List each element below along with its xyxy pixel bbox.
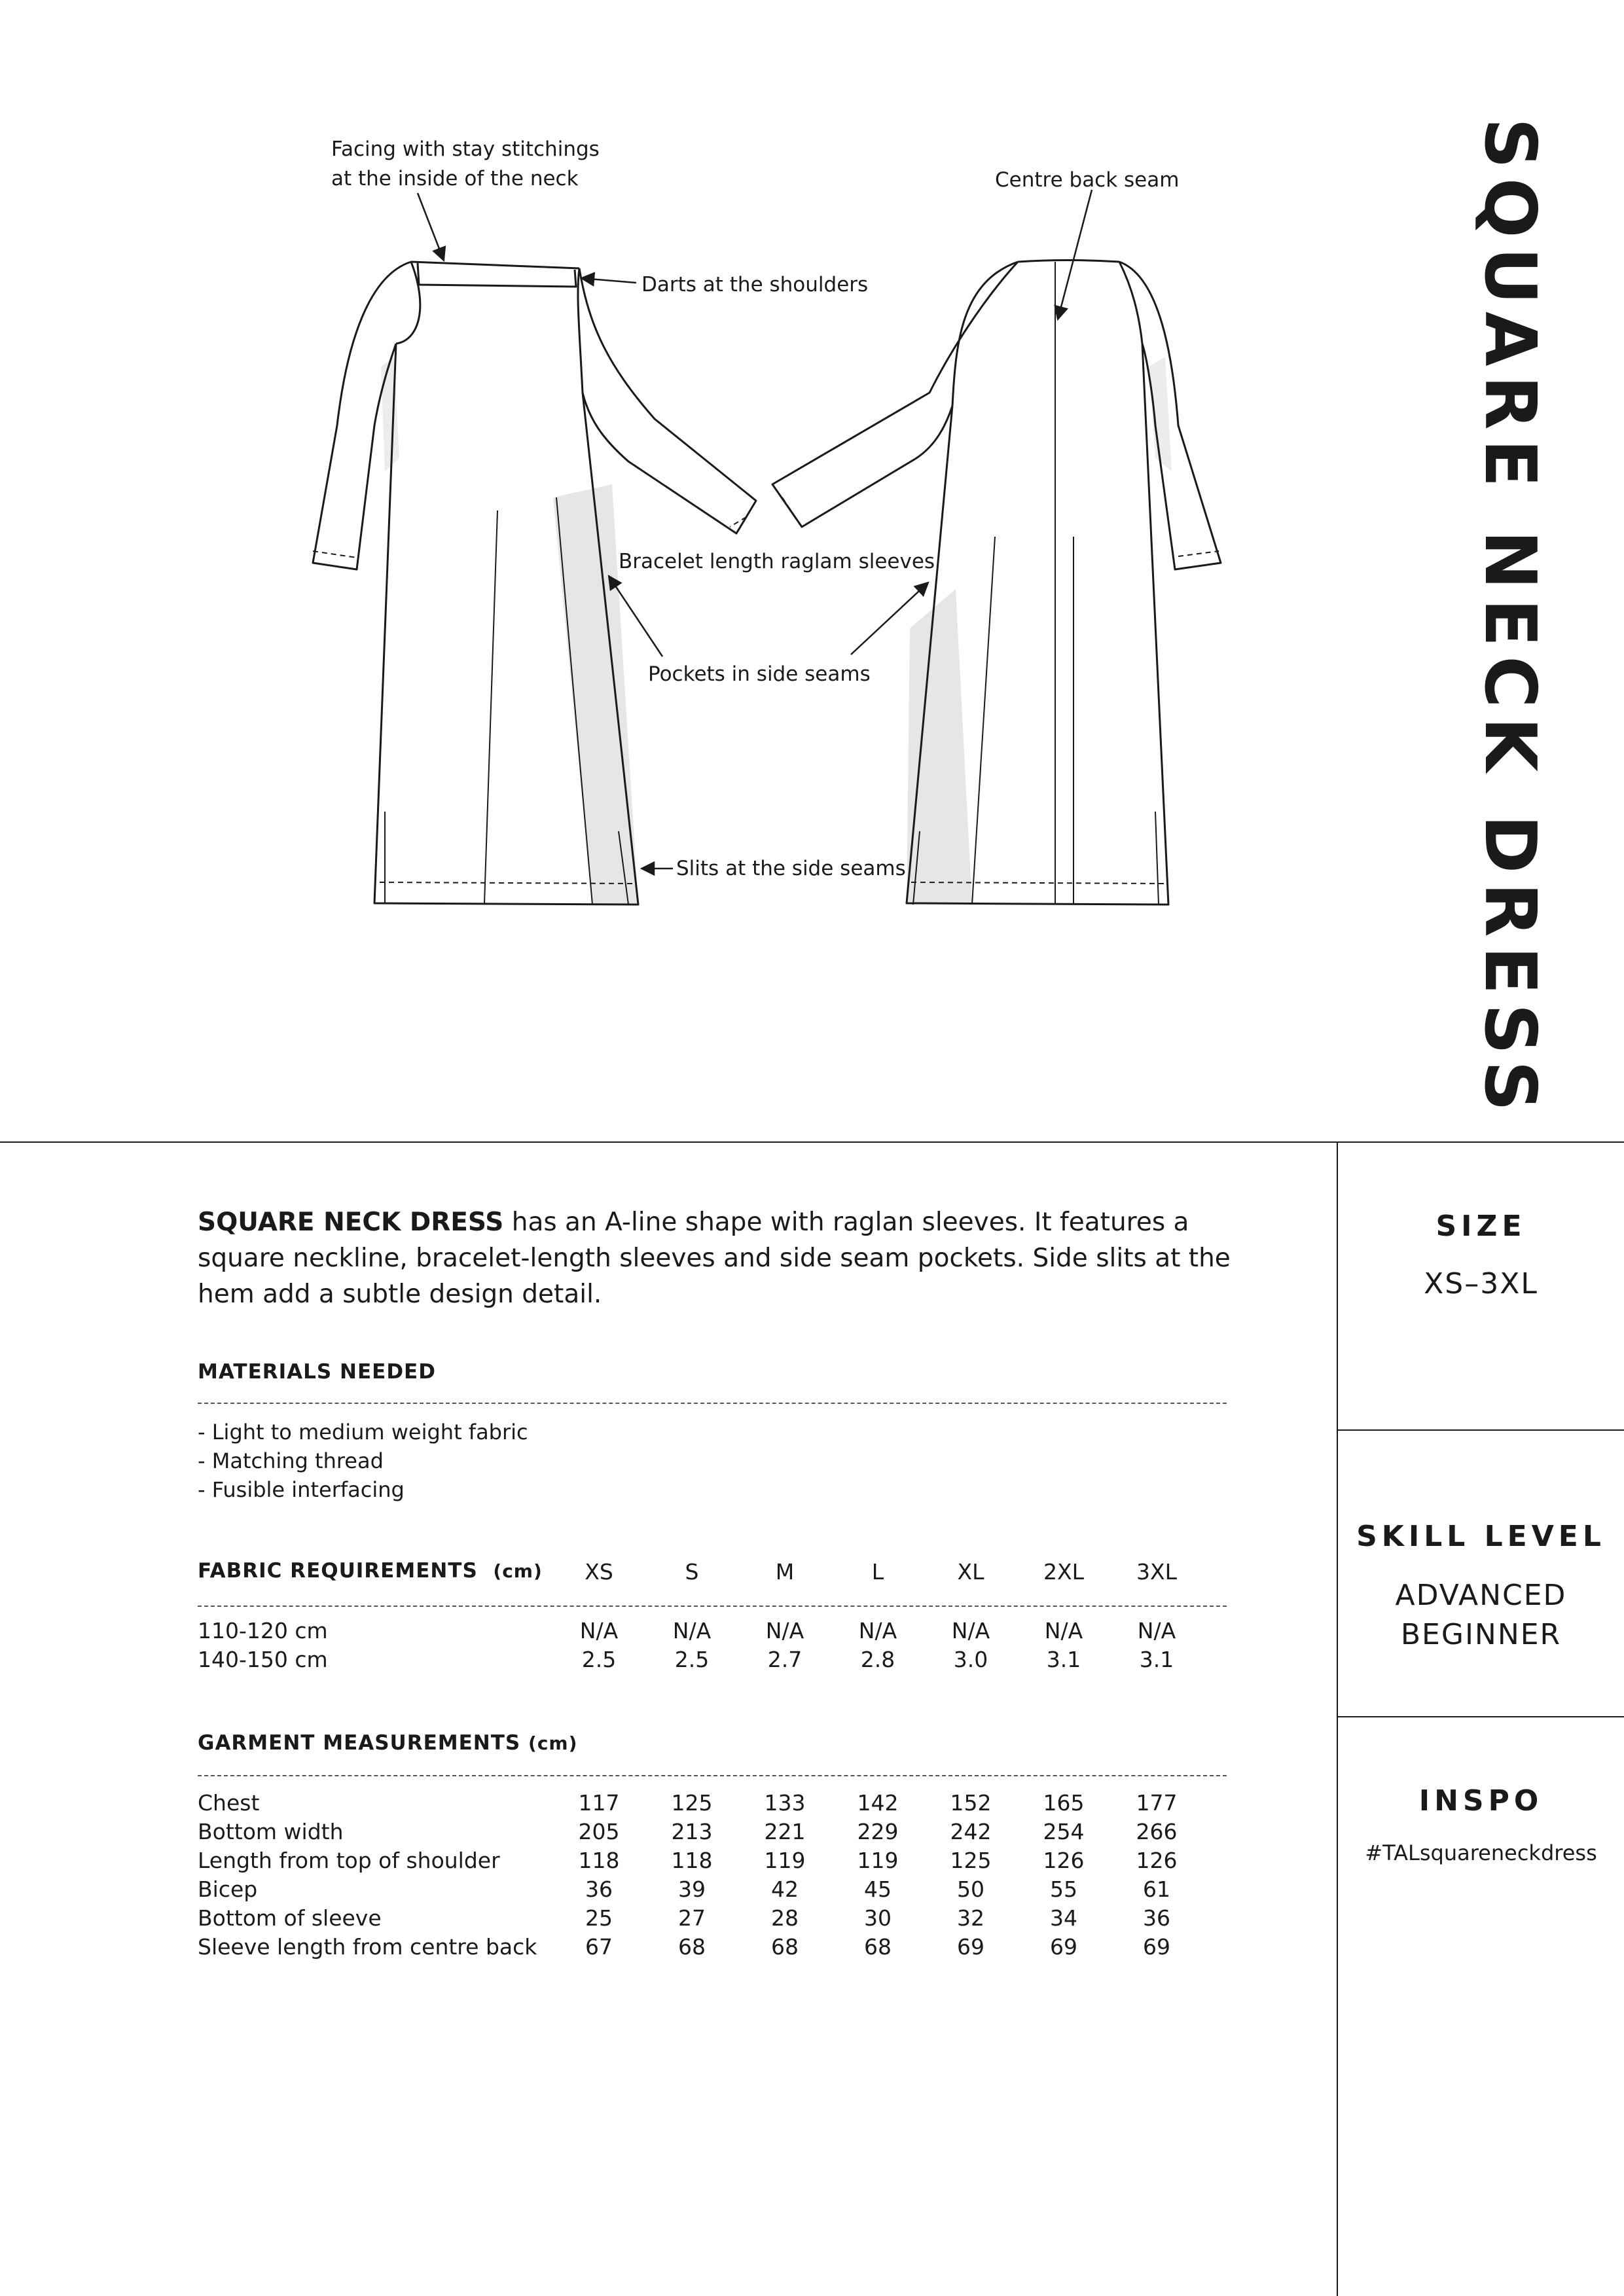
- table-cell: 126: [1043, 1848, 1085, 1873]
- table-cell: 3.0: [953, 1647, 988, 1672]
- table-cell: 2.5: [581, 1647, 617, 1672]
- materials-item: - Light to medium weight fabric: [198, 1420, 528, 1444]
- table-cell: 36: [1143, 1905, 1170, 1931]
- garment-unit: (cm): [528, 1732, 578, 1754]
- size-heading: SIZE: [1435, 1210, 1526, 1243]
- description-text: has an A-line shape with raglan sleeves. It features a square neckline, bracelet-length sleeves and side seam pockets. Side slits at the hem add a subtle design detail.: [198, 1208, 1231, 1309]
- fabric-heading: [198, 1559, 543, 1583]
- table-row: [198, 1904, 1310, 1933]
- annotation-centre-back: Centre back seam: [995, 168, 1180, 192]
- materials-divider: [198, 1403, 1227, 1404]
- table-cell: 69: [1050, 1934, 1077, 1960]
- annotation-facing-line1: Facing with stay stitchings: [331, 137, 600, 161]
- table-cell: 254: [1043, 1819, 1085, 1844]
- table-cell: 152: [950, 1790, 992, 1816]
- table-cell: 36: [585, 1876, 613, 1902]
- skill-value-line1: ADVANCED: [1395, 1579, 1567, 1612]
- annotation-pockets: Pockets in side seams: [648, 662, 871, 686]
- divider-top: [0, 1141, 1624, 1143]
- size-col-2xl: 2XL: [1043, 1559, 1084, 1585]
- table-cell: 142: [857, 1790, 899, 1816]
- row-label: 110-120 cm: [198, 1618, 328, 1643]
- table-row: [198, 1789, 1310, 1818]
- annotation-darts: Darts at the shoulders: [641, 273, 869, 296]
- size-col-s: S: [685, 1559, 699, 1585]
- table-row: [198, 1933, 1310, 1962]
- dress-front-view: [313, 262, 756, 905]
- table-cell: 69: [1143, 1934, 1170, 1960]
- table-cell: 119: [764, 1848, 806, 1873]
- table-cell: 32: [957, 1905, 984, 1931]
- description-lead: SQUARE NECK DRESS: [198, 1208, 504, 1237]
- inspo-hashtag: #TALsquareneckdress: [1365, 1840, 1597, 1865]
- fabric-unit: (cm): [493, 1560, 543, 1582]
- size-col-m: M: [775, 1559, 795, 1585]
- table-cell: 3.1: [1046, 1647, 1081, 1672]
- divider-sidebar-1: [1337, 1429, 1624, 1431]
- table-cell: 266: [1136, 1819, 1178, 1844]
- fabric-divider: [198, 1605, 1227, 1607]
- description: [198, 1204, 1271, 1312]
- table-cell: 25: [585, 1905, 613, 1931]
- table-cell: 68: [678, 1934, 706, 1960]
- table-cell: N/A: [765, 1618, 804, 1643]
- table-cell: 221: [764, 1819, 806, 1844]
- fabric-heading-text: FABRIC REQUIREMENTS: [198, 1559, 478, 1583]
- garment-divider: [198, 1775, 1227, 1776]
- materials-heading: MATERIALS NEEDED: [198, 1360, 436, 1384]
- table-cell: 229: [857, 1819, 899, 1844]
- technical-flat-illustration: [0, 0, 1624, 1139]
- size-col-xl: XL: [957, 1559, 984, 1585]
- materials-item: - Matching thread: [198, 1448, 384, 1473]
- table-cell: 165: [1043, 1790, 1085, 1816]
- size-value: XS–3XL: [1424, 1267, 1538, 1300]
- divider-sidebar: [1337, 1141, 1338, 2296]
- size-col-xs: XS: [585, 1559, 613, 1585]
- table-cell: N/A: [579, 1618, 619, 1643]
- size-col-l: L: [871, 1559, 884, 1585]
- table-cell: N/A: [1137, 1618, 1176, 1643]
- table-row: [198, 1875, 1310, 1904]
- skill-heading: SKILL LEVEL: [1356, 1520, 1606, 1553]
- skill-value-line2: BEGINNER: [1400, 1618, 1562, 1651]
- table-cell: 242: [950, 1819, 992, 1844]
- annotation-slits: Slits at the side seams: [676, 857, 906, 880]
- table-cell: N/A: [1044, 1618, 1083, 1643]
- table-cell: 125: [671, 1790, 713, 1816]
- table-cell: 55: [1050, 1876, 1077, 1902]
- table-cell: 117: [578, 1790, 620, 1816]
- table-cell: 119: [857, 1848, 899, 1873]
- table-cell: 2.8: [860, 1647, 895, 1672]
- table-cell: 205: [578, 1819, 620, 1844]
- row-label: 140-150 cm: [198, 1647, 328, 1672]
- garment-heading: [198, 1731, 577, 1755]
- materials-list: [198, 1418, 528, 1504]
- dress-back-view: [772, 260, 1221, 905]
- divider-sidebar-2: [1337, 1716, 1624, 1717]
- table-cell: 27: [678, 1905, 706, 1931]
- table-cell: 68: [864, 1934, 892, 1960]
- size-col-3xl: 3XL: [1136, 1559, 1177, 1585]
- table-cell: 2.7: [767, 1647, 803, 1672]
- table-cell: 34: [1050, 1905, 1077, 1931]
- table-cell: 45: [864, 1876, 892, 1902]
- table-cell: N/A: [672, 1618, 712, 1643]
- table-cell: 177: [1136, 1790, 1178, 1816]
- inspo-heading: INSPO: [1418, 1784, 1543, 1818]
- table-cell: 2.5: [674, 1647, 710, 1672]
- annotation-facing-line2: at the inside of the neck: [331, 167, 579, 190]
- row-label: Bottom width: [198, 1819, 344, 1844]
- materials-item: - Fusible interfacing: [198, 1477, 405, 1502]
- table-cell: 61: [1143, 1876, 1170, 1902]
- table-cell: 68: [771, 1934, 799, 1960]
- table-cell: N/A: [858, 1618, 897, 1643]
- table-cell: 125: [950, 1848, 992, 1873]
- table-cell: 28: [771, 1905, 799, 1931]
- table-cell: 30: [864, 1905, 892, 1931]
- table-row: [198, 1645, 1310, 1674]
- table-cell: 50: [957, 1876, 984, 1902]
- row-label: Sleeve length from centre back: [198, 1934, 537, 1960]
- table-cell: 39: [678, 1876, 706, 1902]
- table-cell: 42: [771, 1876, 799, 1902]
- table-cell: N/A: [951, 1618, 990, 1643]
- table-cell: 3.1: [1139, 1647, 1174, 1672]
- table-cell: 213: [671, 1819, 713, 1844]
- page-title: SQUARE NECK DRESS: [1469, 118, 1551, 1121]
- row-label: Bottom of sleeve: [198, 1905, 382, 1931]
- row-label: Length from top of shoulder: [198, 1848, 500, 1873]
- table-row: [198, 1846, 1310, 1875]
- table-cell: 118: [671, 1848, 713, 1873]
- row-label: Bicep: [198, 1876, 258, 1902]
- table-row: [198, 1617, 1310, 1645]
- garment-heading-text: GARMENT MEASUREMENTS: [198, 1731, 521, 1755]
- table-cell: 133: [764, 1790, 806, 1816]
- row-label: Chest: [198, 1790, 260, 1816]
- table-cell: 67: [585, 1934, 613, 1960]
- table-cell: 118: [578, 1848, 620, 1873]
- table-row: [198, 1818, 1310, 1846]
- annotation-sleeves: Bracelet length raglam sleeves: [619, 550, 935, 573]
- table-cell: 126: [1136, 1848, 1178, 1873]
- table-cell: 69: [957, 1934, 984, 1960]
